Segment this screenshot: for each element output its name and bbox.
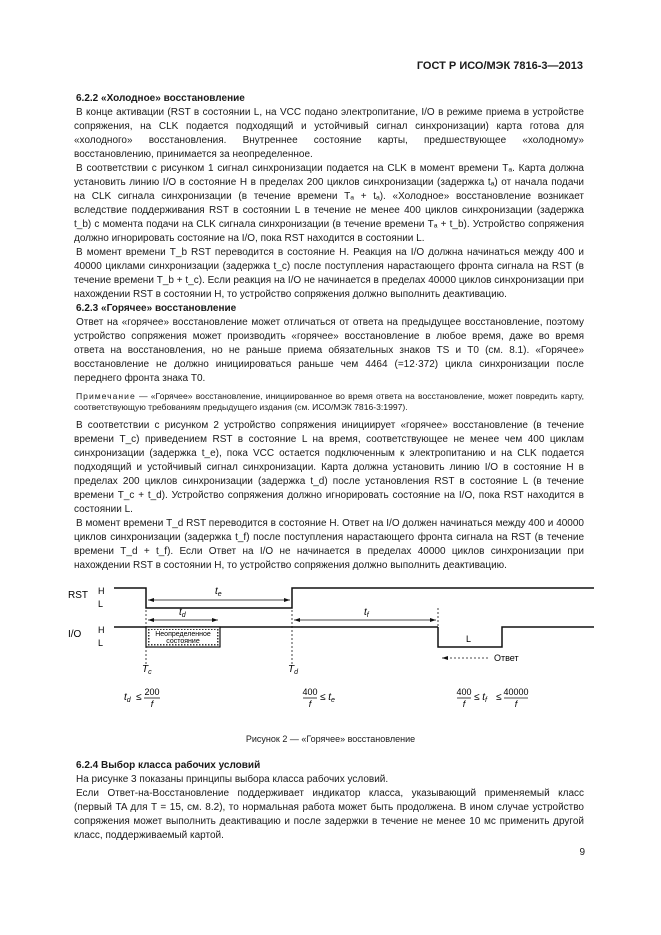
rst-waveform: [114, 588, 594, 608]
section-6-2-4: [74, 759, 584, 843]
paragraph: В момент времени T_b RST переводится в состояние Н. Реакция на I/O должна начинаться между 400 и 40000 циклами синхронизации (задержка t_c) после поступления нарастающего фронта сигнала на RST (в течение времени T_b + t_c). Если реакция на I/O не начинается в пределах 40000 циклов синхронизации при нахождении RST в состоянии Н, то устройство сопряжения должно выполнить деактивацию.: [74, 247, 584, 300]
heading-6-2-2: 6.2.2 «Холодное» восстановление: [76, 93, 245, 104]
undefined-state-label: Неопределенное: [155, 631, 211, 638]
note-text: — «Горячее» восстановление, инициированное во время ответа на восстановление, может повредить карту, соответствующую требованиям предыдущего издания (см. ИСО/МЭК 7816-3:1997).: [74, 391, 584, 412]
running-header: ГОСТ Р ИСО/МЭК 7816-3—2013: [416, 60, 583, 72]
formula-2-num: 400: [302, 687, 318, 697]
formula-3-num1: 400: [456, 687, 472, 697]
rst-label: RST: [68, 590, 88, 601]
te-label: $t_e$: [215, 586, 222, 598]
io-l-state-label: L: [466, 634, 472, 644]
section-6-2-2-and-6-2-3: [74, 92, 584, 573]
formula-1-num: 200: [144, 687, 160, 697]
tf-label: $t_f$: [364, 607, 369, 619]
note-label: Примечание: [76, 391, 136, 401]
td-label: $t_d$: [179, 607, 186, 619]
rst-l-label: L: [98, 599, 104, 609]
paragraph: На рисунке 3 показаны принципы выбора класса рабочих условий.: [76, 774, 389, 785]
paragraph: В соответствии с рисунком 1 сигнал синхронизации подается на CLK в момент времени Tₐ. Карта должна установить линию I/O в состояние Н в пределах 200 циклов синхронизации (задержка tₐ) от начала подачи на CLK сигнала синхронизации (в течение времени Tₐ + tₐ). «Холодное» восстановление возникает вследствие поддерживания RST в состоянии L в течение не менее 400 циклов синхронизации (задержка t_b) с момента подачи на CLK сигнала синхронизации (в течение времени Tₐ + t_b). Устройство сопряжения должно игнорировать состояние на I/O, пока RST находится в состоянии L.: [74, 163, 584, 244]
note: [74, 391, 584, 413]
Tc-label: $T_c$: [142, 664, 152, 676]
formula-3-rel: ≤: [496, 692, 502, 703]
undefined-state-label-2: состояние: [166, 638, 200, 645]
paragraph: В соответствии с рисунком 2 устройство сопряжения инициирует «горячее» восстановление (в течение времени T_c) приведением RST в состояние L на время, соответствующее не менее чем 400 циклам синхронизации (задержка t_e), пока VCC остается подключенным к электропитанию и на CLK подается подходящий и устойчивый сигнал синхронизации. Карта должна установить линию I/O в состояние Н в пределах 200 циклов синхронизации (задержка t_d) после установления RST в состояние L (в течение времени T_c + t_d). Устройство сопряжения должно игнорировать состояние на I/O, пока RST находится в состоянии L.: [74, 420, 584, 515]
paragraph: Если Ответ-на-Восстановление поддерживает индикатор класса, указывающий применяемый класс (первый TA для T = 15, см. 8.2), то нормальная работа может быть продолжена. В ином случае устройство сопряжения может выполнить деактивацию и после задержки в течение не менее 10 мс применить другой класс, поддерживаемый картой.: [74, 788, 584, 841]
heading-6-2-3: 6.2.3 «Горячее» восстановление: [76, 303, 237, 314]
io-l-label: L: [98, 638, 104, 648]
Td-label: $T_d$: [288, 664, 299, 676]
timing-diagram: [64, 578, 604, 718]
heading-6-2-4: 6.2.4 Выбор класса рабочих условий: [76, 760, 261, 771]
paragraph: В конце активации (RST в состоянии L, на VCC подано электропитание, I/O в режиме приема в устройстве сопряжения, на CLK подается подходящий и устойчивый сигнал синхронизации) карта готова для «холодного» восстановления. Внутреннее состояние карты, предшествующее «холодному» восстановлению, принимается за неопределенное.: [74, 107, 584, 160]
formula-2-den: f: [308, 699, 312, 709]
formula-3-den2: f: [514, 699, 518, 709]
io-h-label: H: [98, 625, 105, 635]
page-number: 9: [579, 847, 585, 858]
io-label: I/O: [68, 629, 82, 640]
formula-1-den: f: [150, 699, 154, 709]
formula-1-rel: ≤: [136, 692, 142, 703]
formula-3-num2: 40000: [503, 687, 529, 697]
formula-3-den1: f: [462, 699, 466, 709]
answer-label: Ответ: [494, 653, 519, 663]
formula-2-rel: ≤ $t_e$: [320, 692, 335, 704]
paragraph: Ответ на «горячее» восстановление может отличаться от ответа на предыдущее восстановление, поэтому устройство сопряжения может производить «горячее» восстановление в любое время, даже во время ответа на восстановления, но не раньше приема обязательных знаков TS и T0 (см. 8.1). «Горячее» восстановление не должно инициироваться раньше чем 4464 (=12·372) цикла синхронизации после переднего фронта знака T0.: [74, 317, 584, 384]
rst-h-label: H: [98, 586, 105, 596]
formula-3-mid: ≤ $t_f$: [474, 692, 487, 704]
paragraph: В момент времени T_d RST переводится в состояние Н. Ответ на I/O должен начинаться между 400 и 40000 циклов синхронизации (задержка t_f) после поступления нарастающего фронта сигнала на RST (в течение времени T_d + t_f). Если Ответ на I/O не начинается в пределах 40000 циклов синхронизации при нахождении RST в состоянии Н, то устройство сопряжения должно выполнить деактивацию.: [74, 518, 584, 571]
figure-caption: Рисунок 2 — «Горячее» восстановление: [245, 734, 416, 744]
formula-1-left: $t_d$: [124, 692, 131, 704]
